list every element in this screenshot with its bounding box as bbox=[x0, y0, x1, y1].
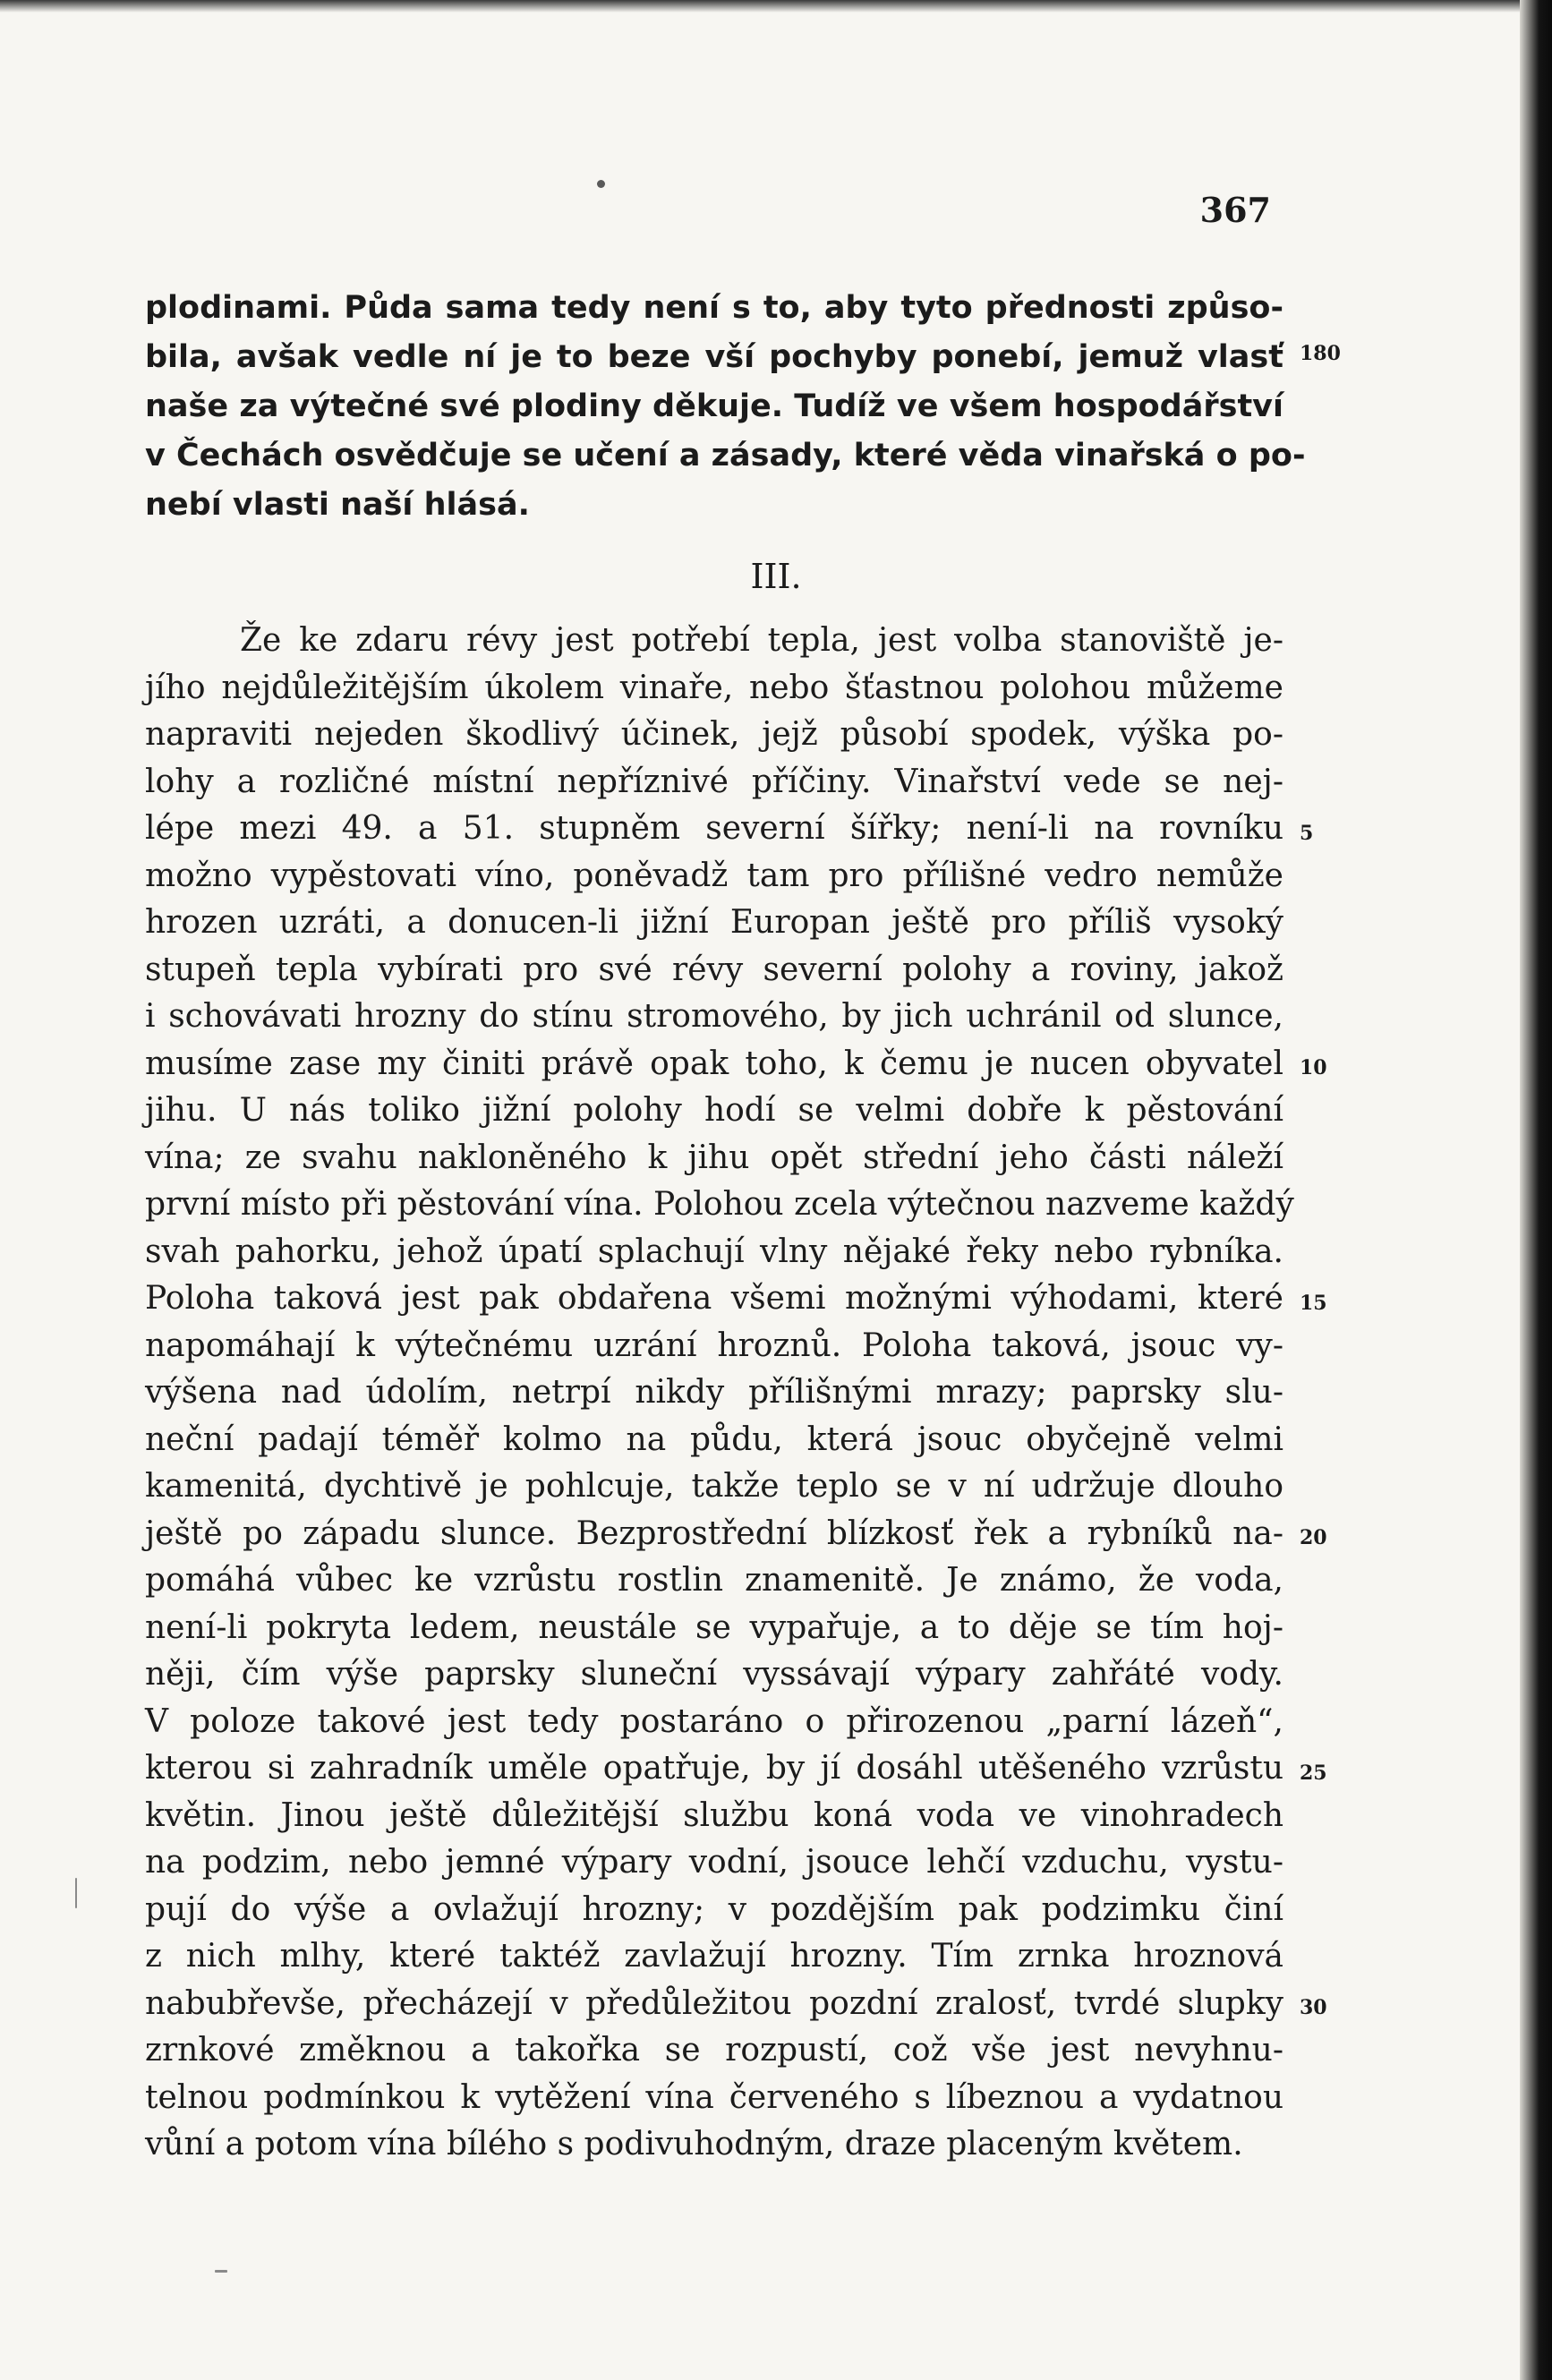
text-line: kamenitá, dychtivě je pohlcuje, takže teplo se v ní udržuje dlouho bbox=[145, 1468, 1283, 1505]
text-line: možno vypěstovati víno, poněvadž tam pro přílišné vedro nemůže bbox=[145, 857, 1283, 894]
text-line: neční padají téměř kolmo na půdu, která jsouc obyčejně velmi bbox=[145, 1420, 1283, 1458]
text-line: lohy a rozličné místní nepříznivé příčiny. Vinařství vede se nej- bbox=[145, 763, 1283, 800]
text-line: jího nejdůležitějším úkolem vinaře, nebo šťastnou polohou můžeme bbox=[145, 669, 1283, 706]
text-line: vůní a potom vína bílého s podivuhodným, draze placeným květem. bbox=[145, 2126, 1243, 2162]
margin-line-number: 10 bbox=[1300, 1056, 1327, 1079]
text-line: jihu. U nás toliko jižní polohy hodí se velmi dobře k pěstování bbox=[145, 1092, 1283, 1129]
text-line: bila, avšak vedle ní je to beze vší pochyby ponebí, jemuž vlasť bbox=[145, 339, 1283, 375]
body-paragraph bbox=[145, 618, 1294, 2169]
text-line: naše za výtečné své plodiny děkuje. Tudíž ve všem hospodářství bbox=[145, 388, 1283, 424]
text-line: něji, čím výše paprsky sluneční vyssávají výpary zahřáté vody. bbox=[145, 1656, 1283, 1693]
margin-line-number: 20 bbox=[1300, 1526, 1327, 1549]
text-line: V poloze takové jest tedy postaráno o přirozenou „parní lázeň“, bbox=[145, 1702, 1283, 1740]
margin-line-number: 5 bbox=[1300, 822, 1314, 845]
margin-line-number: 15 bbox=[1300, 1292, 1327, 1315]
text-line: zrnkové změknou a takořka se rozpustí, což vše jest nevyhnu- bbox=[145, 2032, 1283, 2069]
text-line: napomáhají k výtečnému uzrání hroznů. Poloha taková, jsouc vy- bbox=[145, 1326, 1283, 1364]
text-line: ještě po západu slunce. Bezprostřední blízkosť řek a rybníků na- bbox=[145, 1514, 1283, 1552]
text-line: v Čechách osvědčuje se učení a zásady, které věda vinařská o po- bbox=[145, 438, 1306, 473]
text-line: stupeň tepla vybírati pro své révy severní polohy a roviny, jakož bbox=[145, 951, 1283, 988]
text-line: není-li pokryta ledem, neustále se vypařuje, a to děje se tím hoj- bbox=[145, 1608, 1283, 1646]
text-line: musíme zase my činiti právě opak toho, k čemu je nucen obyvatel bbox=[145, 1045, 1283, 1082]
text-line: nabubřevše, přecházejí v předůležitou pozdní zralosť, tvrdé slupky bbox=[145, 1984, 1283, 2022]
text-line: napraviti nejeden škodlivý účinek, jejž působí spodek, výška po- bbox=[145, 716, 1283, 753]
ink-speck bbox=[75, 1878, 77, 1908]
text-line: výšena nad údolím, netrpí nikdy přílišnými mrazy; paprsky slu- bbox=[145, 1374, 1283, 1411]
text-line: pují do výše a ovlažují hrozny; v pozdějším pak podzimku činí bbox=[145, 1890, 1283, 1928]
text-line: pomáhá vůbec ke vzrůstu rostlin znamenitě. Je známo, že voda, bbox=[145, 1562, 1283, 1599]
margin-line-number: 180 bbox=[1300, 342, 1341, 365]
text-line: kterou si zahradník uměle opatřuje, by jí dosáhl utěšeného vzrůstu bbox=[145, 1750, 1283, 1787]
text-line: i schovávati hrozny do stínu stromového, by jich uchránil od slunce, bbox=[145, 998, 1283, 1035]
text-line: z nich mlhy, které taktéž zavlažují hrozny. Tím zrnka hroznová bbox=[145, 1938, 1283, 1975]
ink-speck bbox=[597, 180, 605, 188]
text-line: květin. Jinou ještě důležitější službu koná voda ve vinohradech bbox=[145, 1796, 1283, 1834]
text-line: Že ke zdaru révy jest potřebí tepla, jest volba stanoviště je- bbox=[240, 622, 1283, 659]
top-paragraph bbox=[145, 284, 1306, 530]
margin-line-number: 30 bbox=[1300, 1996, 1327, 2019]
text-line: plodinami. Půda sama tedy není s to, aby tyto přednosti způso- bbox=[145, 290, 1283, 326]
text-line: první místo při pěstování vína. Polohou zcela výtečnou nazveme každý bbox=[145, 1186, 1294, 1223]
margin-line-number: 25 bbox=[1300, 1762, 1327, 1785]
text-line: nebí vlasti naší hlásá. bbox=[145, 487, 530, 523]
ink-speck bbox=[215, 2270, 227, 2273]
text-line: svah pahorku, jehož úpatí splachují vlny nějaké řeky nebo rybníka. bbox=[145, 1233, 1283, 1270]
section-heading: III. bbox=[750, 557, 802, 596]
text-line: hrozen uzráti, a donucen-li jižní Europan ještě pro příliš vysoký bbox=[145, 904, 1283, 941]
text-line: lépe mezi 49. a 51. stupněm severní šířky; není-li na rovníku bbox=[145, 810, 1283, 847]
text-line: na podzim, nebo jemné výpary vodní, jsouce lehčí vzduchu, vystu- bbox=[145, 1844, 1283, 1881]
text-line: Poloha taková jest pak obdařena všemi možnými výhodami, které bbox=[145, 1280, 1283, 1317]
text-line: vína; ze svahu nakloněného k jihu opět střední jeho části náleží bbox=[145, 1139, 1283, 1176]
text-line: telnou podmínkou k vytěžení vína červeného s líbeznou a vydatnou bbox=[145, 2078, 1283, 2116]
page-number: 367 bbox=[1199, 190, 1271, 230]
